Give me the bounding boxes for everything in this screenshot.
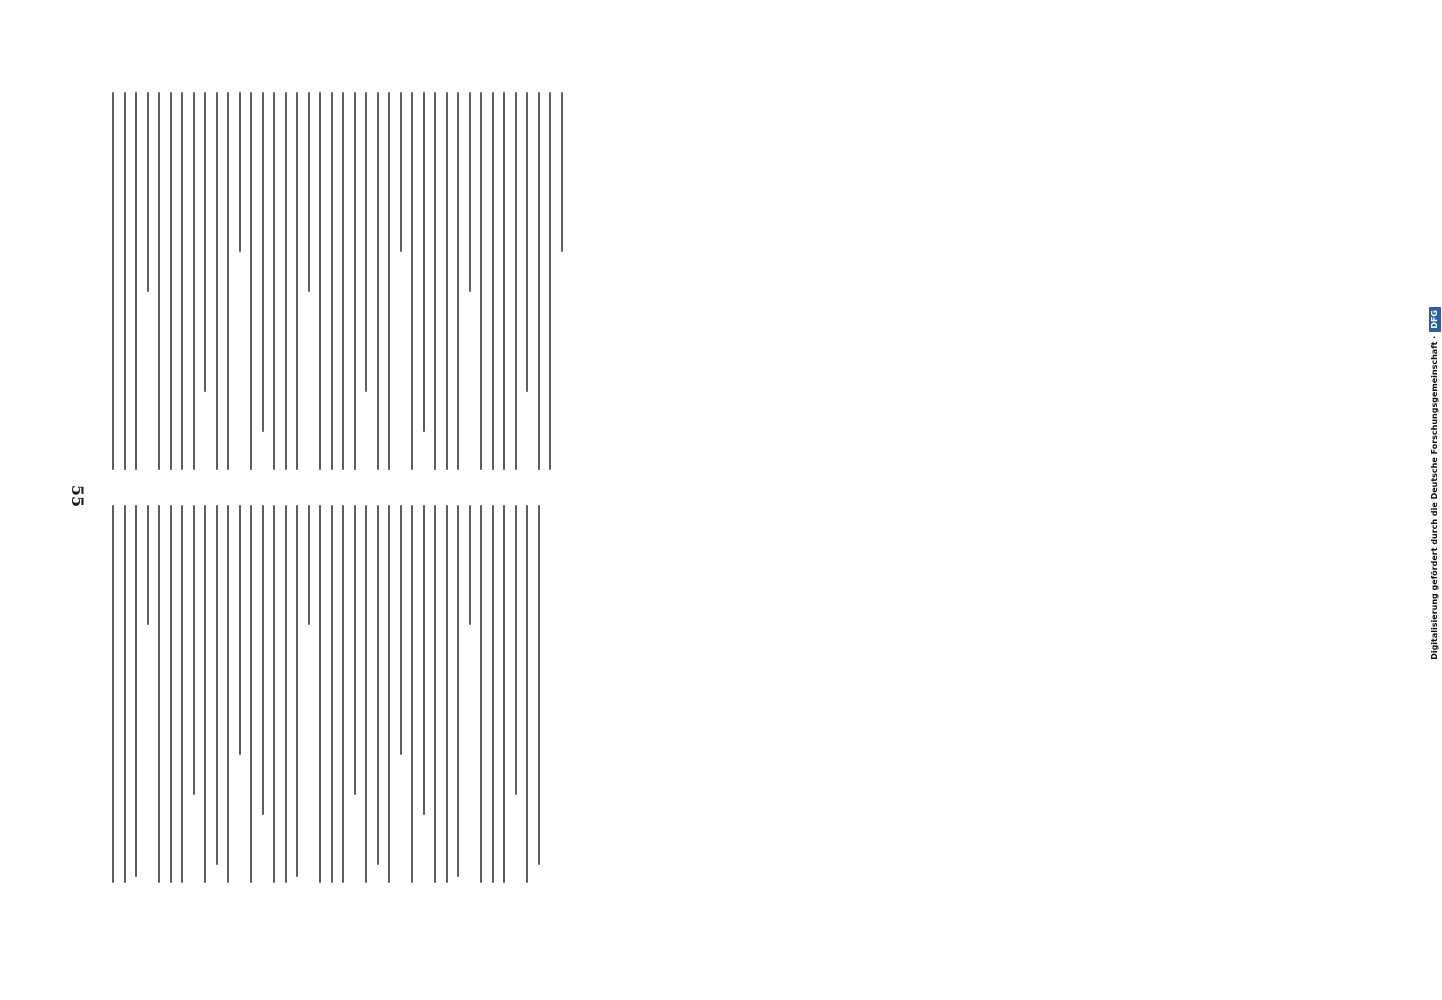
text-line bbox=[147, 505, 149, 625]
text-line bbox=[112, 92, 114, 470]
text-line bbox=[112, 505, 114, 883]
text-line bbox=[434, 92, 436, 470]
text-line bbox=[411, 92, 413, 470]
text-line bbox=[377, 505, 379, 865]
text-line bbox=[446, 92, 448, 470]
text-line bbox=[135, 505, 137, 877]
page-number: 55 bbox=[68, 484, 87, 508]
text-line bbox=[308, 505, 310, 625]
text-line bbox=[503, 92, 505, 470]
text-line bbox=[285, 92, 287, 470]
digitization-credit bbox=[1428, 307, 1442, 660]
text-line bbox=[400, 92, 402, 252]
text-line bbox=[377, 92, 379, 470]
dfg-logo: DFG bbox=[1429, 307, 1441, 332]
text-line bbox=[273, 505, 275, 883]
text-line bbox=[423, 92, 425, 432]
text-line bbox=[480, 92, 482, 470]
text-line bbox=[181, 92, 183, 470]
text-line bbox=[262, 92, 264, 432]
text-line bbox=[170, 92, 172, 470]
text-line bbox=[342, 505, 344, 883]
text-line bbox=[469, 505, 471, 625]
text-line bbox=[250, 505, 252, 883]
text-line bbox=[124, 92, 126, 470]
text-line bbox=[411, 505, 413, 883]
text-line bbox=[204, 505, 206, 883]
text-line bbox=[388, 505, 390, 883]
text-line bbox=[469, 92, 471, 292]
text-line bbox=[285, 505, 287, 883]
text-line bbox=[492, 505, 494, 883]
text-line bbox=[354, 92, 356, 470]
text-line bbox=[135, 92, 137, 470]
text-line bbox=[216, 92, 218, 470]
text-line bbox=[526, 92, 528, 392]
text-line bbox=[296, 505, 298, 877]
text-line bbox=[193, 505, 195, 795]
text-line bbox=[457, 505, 459, 877]
text-line bbox=[331, 92, 333, 470]
text-line bbox=[526, 505, 528, 883]
text-line bbox=[434, 505, 436, 883]
text-line bbox=[319, 92, 321, 470]
text-line bbox=[423, 505, 425, 815]
text-column-left bbox=[112, 505, 552, 885]
text-line bbox=[147, 92, 149, 292]
text-line bbox=[538, 92, 540, 470]
text-line bbox=[515, 92, 517, 470]
text-line bbox=[549, 92, 551, 470]
text-line bbox=[239, 92, 241, 252]
text-line bbox=[503, 505, 505, 883]
text-line bbox=[331, 505, 333, 883]
text-line bbox=[561, 92, 563, 252]
text-line bbox=[400, 505, 402, 755]
text-line bbox=[204, 92, 206, 392]
text-line bbox=[227, 505, 229, 883]
text-line bbox=[158, 505, 160, 883]
text-line bbox=[365, 505, 367, 883]
text-line bbox=[342, 92, 344, 470]
text-line bbox=[296, 92, 298, 470]
text-line bbox=[446, 505, 448, 883]
text-line bbox=[538, 505, 540, 865]
text-line bbox=[388, 92, 390, 470]
text-line bbox=[227, 92, 229, 470]
text-column-right bbox=[112, 92, 1282, 472]
text-line bbox=[262, 505, 264, 815]
text-line bbox=[354, 505, 356, 795]
text-line bbox=[480, 505, 482, 883]
credit-text: Digitalisierung gefördert durch die Deutsche Forschungsgemeinschaft · bbox=[1430, 335, 1439, 660]
text-line bbox=[457, 92, 459, 470]
text-line bbox=[273, 92, 275, 470]
text-line bbox=[216, 505, 218, 865]
text-line bbox=[124, 505, 126, 883]
text-line bbox=[193, 92, 195, 470]
text-line bbox=[319, 505, 321, 883]
text-line bbox=[492, 92, 494, 470]
text-line bbox=[170, 505, 172, 883]
text-line bbox=[365, 92, 367, 392]
text-line bbox=[250, 92, 252, 470]
text-line bbox=[181, 505, 183, 883]
text-line bbox=[515, 505, 517, 795]
text-line bbox=[239, 505, 241, 755]
text-line bbox=[308, 92, 310, 292]
text-line bbox=[158, 92, 160, 470]
